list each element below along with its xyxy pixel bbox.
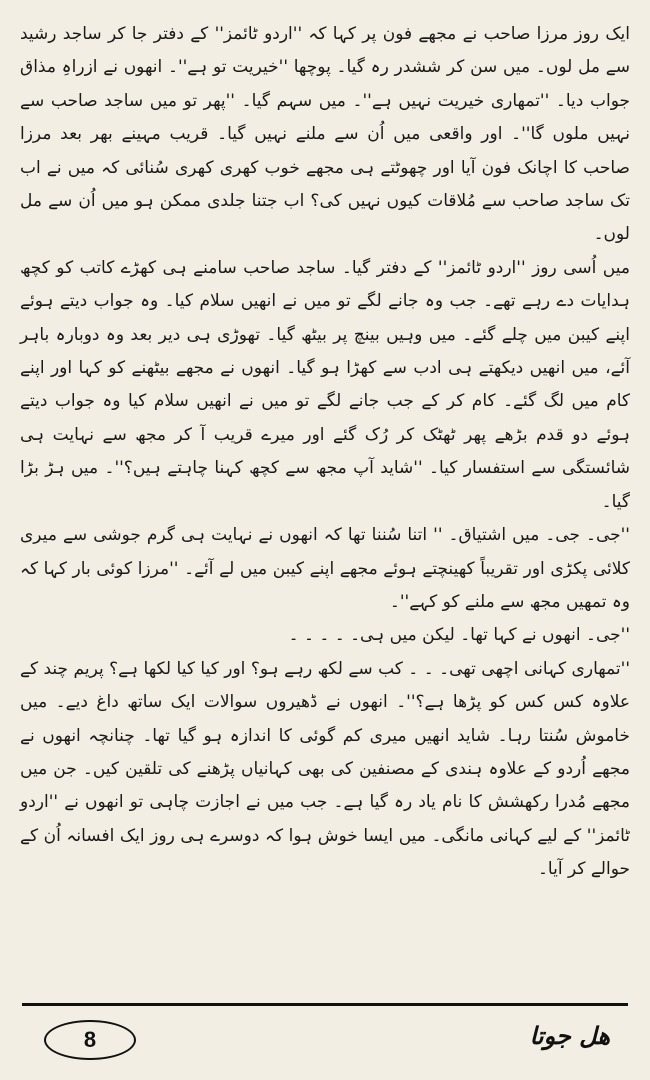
footer-divider <box>22 1003 628 1006</box>
paragraph-3: ''جی۔ جی۔ میں اشتیاق۔ '' اتنا سُننا تھا کہ انھوں نے نہایت ہی گرم جوشی سے میری کلائی پکڑی اور تقریباً کھینچتے ہوئے مجھے اپنے کیبن میں لے آئے۔ ''مرزا کوئی بار کہا کہ وہ تمھیں مجھ سے ملنے کو کہے''۔ <box>20 525 630 612</box>
paragraph-1: ایک روز مرزا صاحب نے مجھے فون پر کہا کہ ''اردو ٹائمز'' کے دفتر جا کر ساجد رشید سے مل لوں۔ میں سن کر ششدر رہ گیا۔ پوچھا ''خیریت تو ہے''۔ انھوں نے ازراہِ مذاق جواب دیا۔ ''تمھاری خیریت نہیں ہے''۔ میں سہم گیا۔ ''پھر تو میں ساجد صاحب سے نہیں ملوں گا''۔ اور واقعی میں اُن سے ملنے نہیں گیا۔ قریب مہینے بھر بعد مرزا صاحب کا اچانک فون آیا اور چھوٹتے ہی مجھے خوب کھری کھری سُنائی کہ میں نے اب تک ساجد صاحب سے مُلاقات کیوں نہیں کی؟ اب جتنا جلدی ممکن ہو میں اُن سے مل لوں۔ <box>20 24 630 245</box>
paragraph-5: ''تمھاری کہانی اچھی تھی۔ ۔ ۔ کب سے لکھ رہے ہو؟ اور کیا کیا لکھا ہے؟ پریم چند کے علاوہ کس کس کو پڑھا ہے؟''۔ انھوں نے ڈھیروں سوالات ایک ساتھ داغ دیے۔ میں خاموش سُنتا رہا۔ شاید انھیں میری کم گوئی کا اندازہ ہو گیا تھا۔ چنانچہ انھوں نے مجھے اُردو کے علاوہ ہندی کے مصنفین کی بھی کہانیاں پڑھنے کی تلقین کیں۔ جن میں مجھے مُدرا رکھشش کا نام یاد رہ گیا ہے۔ جب میں نے اجازت چاہی تو انھوں نے ''اردو ٹائمز'' کے لیے کہانی مانگی۔ میں ایسا خوش ہوا کہ دوسرے ہی روز ایک افسانہ اُن کے حوالے کر آیا۔ <box>20 658 630 880</box>
paragraph-2: میں اُسی روز ''اردو ٹائمز'' کے دفتر گیا۔ ساجد صاحب سامنے ہی کھڑے کاتب کو کچھ ہدایات دے رہے تھے۔ جب وہ جانے لگے تو میں نے انھیں سلام کیا۔ وہ جواب دیتے ہوئے اپنے کیبن میں چلے گئے۔ میں وہیں بینچ پر بیٹھ گیا۔ تھوڑی ہی دیر بعد وہ دوبارہ باہر آئے، میں انھیں دیکھتے ہی ادب سے کھڑا ہو گیا۔ انھوں نے مجھے بیٹھنے کو کہا اور اپنے کام میں لگ گئے۔ کام کر کے جب جانے لگے تو میں نے انھیں سلام کیا وہ جواب دیتے ہوئے دو قدم بڑھے پھر ٹھٹک کر رُک گئے اور میرے قریب آ کر مجھ سے نہایت ہی شائستگی سے استفسار کیا۔ ''شاید آپ مجھ سے کچھ کہنا چاہتے ہیں؟''۔ میں ہڑ بڑا گیا۔ <box>20 257 630 512</box>
page-number: 8 <box>44 1020 136 1060</box>
book-title: ھل جوتا <box>529 1022 610 1050</box>
body-text <box>20 18 630 887</box>
page-footer <box>0 1014 650 1064</box>
paragraph-4: ''جی۔ انھوں نے کہا تھا۔ لیکن میں ہی۔ ۔ ۔ ۔ ۔ <box>288 625 630 646</box>
